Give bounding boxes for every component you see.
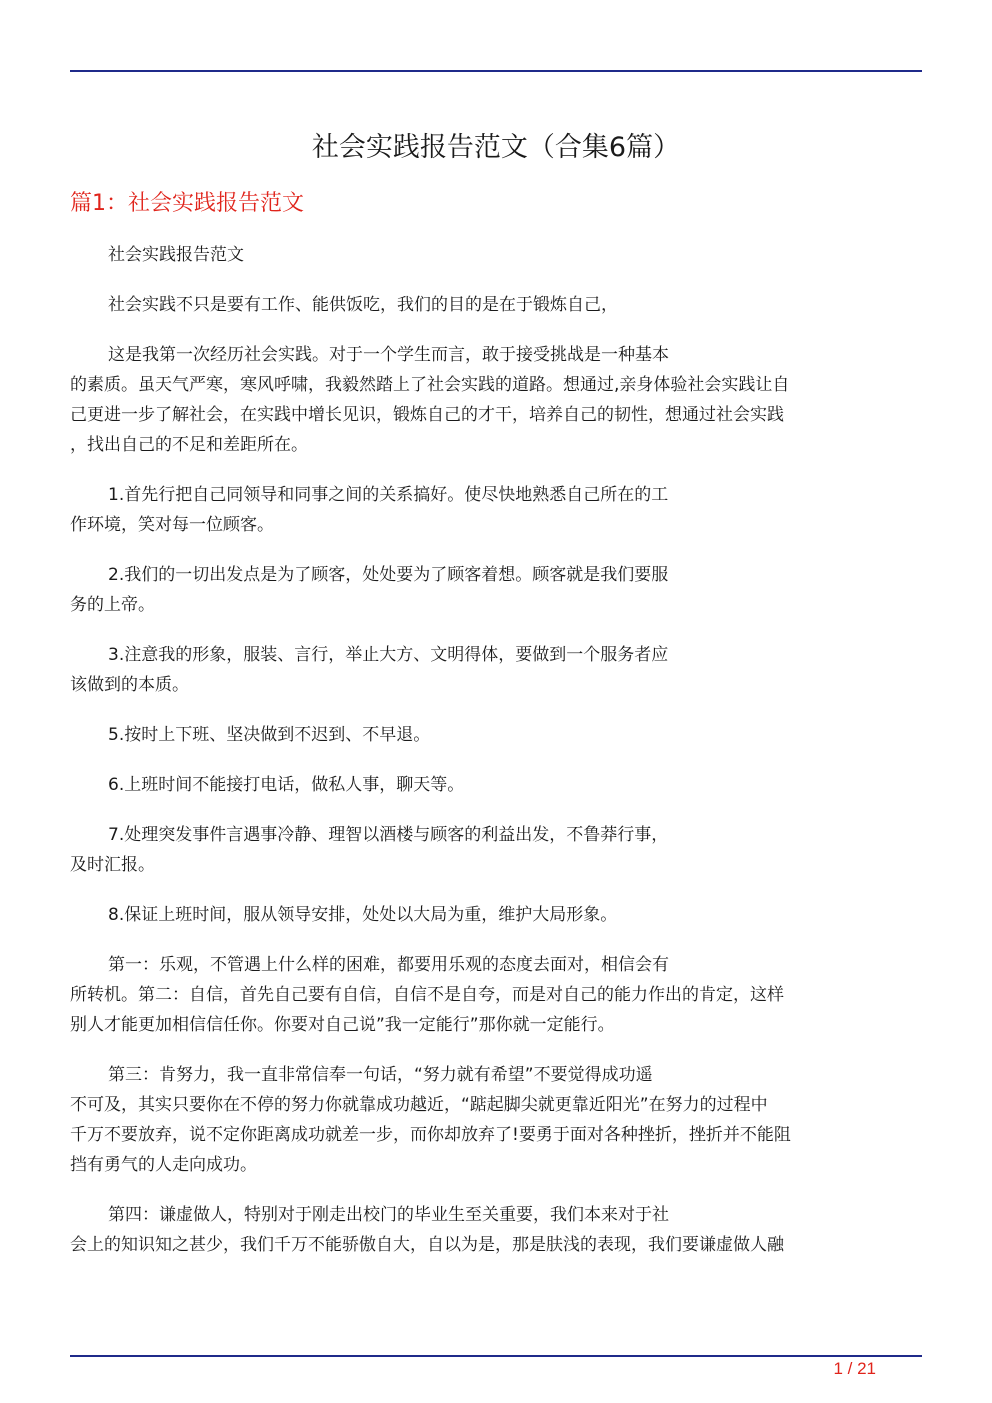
paragraph xyxy=(70,240,930,270)
page-number: 1 / 21 xyxy=(833,1359,876,1378)
paragraph-line: 5.按时上下班、坚决做到不迟到、不早退。 xyxy=(108,725,431,745)
paragraph xyxy=(70,720,930,750)
paragraph-line: 不可及，其实只要你在不停的努力你就靠成功越近，“踮起脚尖就更靠近阳光”在努力的过程中 xyxy=(70,1095,768,1115)
paragraph-line: 己更进一步了解社会，在实践中增长见识，锻炼自己的才干，培养自己的韧性，想通过社会实践 xyxy=(70,405,784,425)
paragraph-line: 6.上班时间不能接打电话，做私人事，聊天等。 xyxy=(108,775,465,795)
paragraph-line: 的素质。虽天气严寒，寒风呼啸，我毅然踏上了社会实践的道路。想通过,亲身体验社会实践让自 xyxy=(70,375,790,395)
paragraph-line: 千万不要放弃，说不定你距离成功就差一步，而你却放弃了!要勇于面对各种挫折，挫折并不能阻 xyxy=(70,1125,791,1145)
paragraph-line: ，找出自己的不足和差距所在。 xyxy=(70,435,308,455)
paragraph-line: 作环境，笑对每一位顾客。 xyxy=(70,515,274,535)
paragraph xyxy=(70,640,930,700)
paragraph xyxy=(70,480,930,540)
paragraph-line: 社会实践报告范文 xyxy=(108,245,244,265)
paragraph-line: 1.首先行把自己同领导和同事之间的关系搞好。使尽快地熟悉自己所在的工 xyxy=(108,485,669,505)
paragraph-line: 8.保证上班时间，服从领导安排，处处以大局为重，维护大局形象。 xyxy=(108,905,618,925)
paragraph xyxy=(70,820,930,880)
paragraph-line: 挡有勇气的人走向成功。 xyxy=(70,1155,257,1175)
paragraph-line: 别人才能更加相信信任你。你要对自己说”我一定能行”那你就一定能行。 xyxy=(70,1015,615,1035)
paragraph-line: 所转机。第二：自信，首先自己要有自信，自信不是自夸，而是对自己的能力作出的肯定，这样 xyxy=(70,985,784,1005)
paragraph xyxy=(70,950,930,1040)
paragraph xyxy=(70,560,930,620)
footer-rule xyxy=(70,1355,922,1357)
paragraph xyxy=(70,770,930,800)
document-body xyxy=(70,240,930,1280)
paragraph xyxy=(70,340,930,460)
paragraph-line: 该做到的本质。 xyxy=(70,675,189,695)
paragraph-line: 会上的知识知之甚少，我们千万不能骄傲自大，自以为是，那是肤浅的表现，我们要谦虚做人融 xyxy=(70,1235,784,1255)
paragraph xyxy=(70,290,930,320)
paragraph-line: 及时汇报。 xyxy=(70,855,155,875)
paragraph xyxy=(70,900,930,930)
paragraph xyxy=(70,1060,930,1180)
paragraph-line: 7.处理突发事件言遇事冷静、理智以酒楼与顾客的利益出发，不鲁莽行事， xyxy=(108,825,669,845)
document-title: 社会实践报告范文（合集6篇） xyxy=(311,132,681,163)
header-rule xyxy=(70,70,922,72)
paragraph-line: 社会实践不只是要有工作、能供饭吃，我们的目的是在于锻炼自己， xyxy=(108,295,618,315)
paragraph-line: 第四：谦虚做人，特别对于刚走出校门的毕业生至关重要，我们本来对于社 xyxy=(108,1205,669,1225)
section-heading: 篇1：社会实践报告范文 xyxy=(70,191,304,216)
paragraph-line: 第一：乐观，不管遇上什么样的困难，都要用乐观的态度去面对，相信会有 xyxy=(108,955,669,975)
paragraph-line: 第三：肯努力，我一直非常信奉一句话，“努力就有希望”不要觉得成功遥 xyxy=(108,1065,653,1085)
paragraph xyxy=(70,1200,930,1260)
paragraph-line: 3.注意我的形象，服装、言行，举止大方、文明得体，要做到一个服务者应 xyxy=(108,645,669,665)
paragraph-line: 务的上帝。 xyxy=(70,595,155,615)
paragraph-line: 这是我第一次经历社会实践。对于一个学生而言，敢于接受挑战是一种基本 xyxy=(108,345,669,365)
paragraph-line: 2.我们的一切出发点是为了顾客，处处要为了顾客着想。顾客就是我们要服 xyxy=(108,565,669,585)
